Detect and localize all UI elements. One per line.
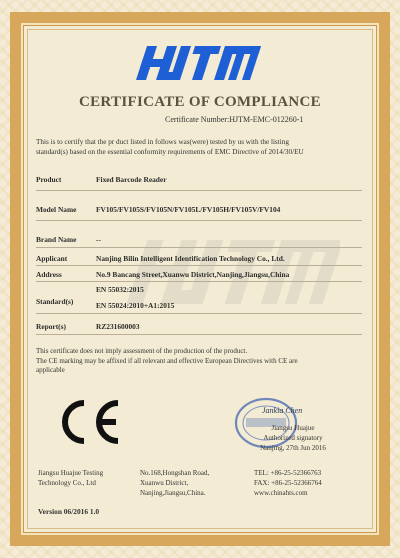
company-line-2: Technology Co., Ltd	[38, 479, 96, 487]
field-standard-1-value: EN 55032:2015	[96, 285, 144, 294]
footer-company	[38, 468, 103, 488]
statement-line-1: This is to certify that the pr duct listed in follows was(were) tested by us with the listing	[36, 138, 289, 146]
disclaimer	[36, 347, 366, 376]
address-line-3: Nanjing,Jiangsu,China.	[140, 489, 206, 497]
hjtm-logo	[133, 40, 263, 86]
certificate-number	[165, 115, 303, 124]
field-standard-2-value: EN 55024:2010+A1:2015	[96, 301, 175, 310]
field-product-label: Product	[36, 175, 62, 184]
disclaimer-line-1: This certificate does not imply assessment of the production of the product.	[36, 347, 248, 355]
footer-contact	[254, 468, 322, 498]
divider-line	[36, 334, 362, 335]
field-address-value: No.9 Bancang Street,Xuanwu District,Nanjing,Jiangsu,China	[96, 270, 290, 279]
field-product-value: Fixed Barcode Reader	[96, 175, 167, 184]
field-report-value: RZ231600003	[96, 322, 140, 331]
address-line-1: No.168,Hongshan Road,	[140, 469, 210, 477]
certification-statement	[36, 137, 366, 157]
divider-line	[36, 247, 362, 248]
ce-mark-text: CE	[54, 397, 56, 398]
place-date: Nanjing, 27th Jun 2016	[260, 444, 326, 452]
disclaimer-line-2: The CE marking may be affixed if all relevant and effective European Directives with CE are	[36, 356, 298, 365]
certificate-number-label: Certificate Number:	[165, 115, 230, 124]
field-brand-label: Brand Name	[36, 235, 77, 244]
field-address-label: Address	[36, 270, 62, 279]
statement-line-2: standard(s) based on the essential conformity requirements of EMC Directive of 2014/30/EU	[36, 148, 304, 156]
version-label: Version 06/2016 1.0	[38, 507, 100, 516]
company-line-1: Jiangsu Huajue Testing	[38, 469, 104, 477]
field-model-value: FV105/FV105S/FV105N/FV105L/FV105H/FV105V/FV104	[96, 205, 281, 214]
footer-tel: TEL: +86-25-52366763	[254, 469, 322, 477]
stamp-text: Jiangsu Huajue	[271, 424, 315, 432]
divider-line	[36, 220, 362, 221]
address-line-2: Xuanwu District,	[140, 479, 189, 487]
footer-website: www.chinahts.com	[254, 489, 308, 497]
field-report-label: Report(s)	[36, 322, 66, 331]
field-applicant-label: Applicant	[36, 254, 68, 263]
authorized-signatory: Authorized signatory	[263, 434, 323, 442]
footer-fax: FAX: +86-25-52366764	[254, 479, 322, 487]
signature: Jankia Chen	[262, 406, 303, 415]
divider-line	[36, 281, 362, 282]
field-applicant-value: Nanjing Bilin Intelligent Identification Technology Co., Ltd.	[96, 254, 285, 263]
field-brand-value: --	[96, 235, 101, 244]
disclaimer-line-3: applicable	[36, 366, 65, 374]
divider-line	[36, 313, 362, 314]
authorization-block	[255, 423, 331, 453]
field-model-label: Model Name	[36, 205, 77, 214]
footer-address	[140, 468, 209, 498]
certificate-number-value: HJTM-EMC-012260-1	[229, 115, 304, 124]
divider-line	[36, 265, 362, 266]
certificate-title: CERTIFICATE OF COMPLIANCE	[79, 94, 321, 110]
field-standards-label: Standard(s)	[36, 297, 74, 306]
ce-mark-icon	[54, 397, 124, 447]
divider-line	[36, 190, 362, 191]
